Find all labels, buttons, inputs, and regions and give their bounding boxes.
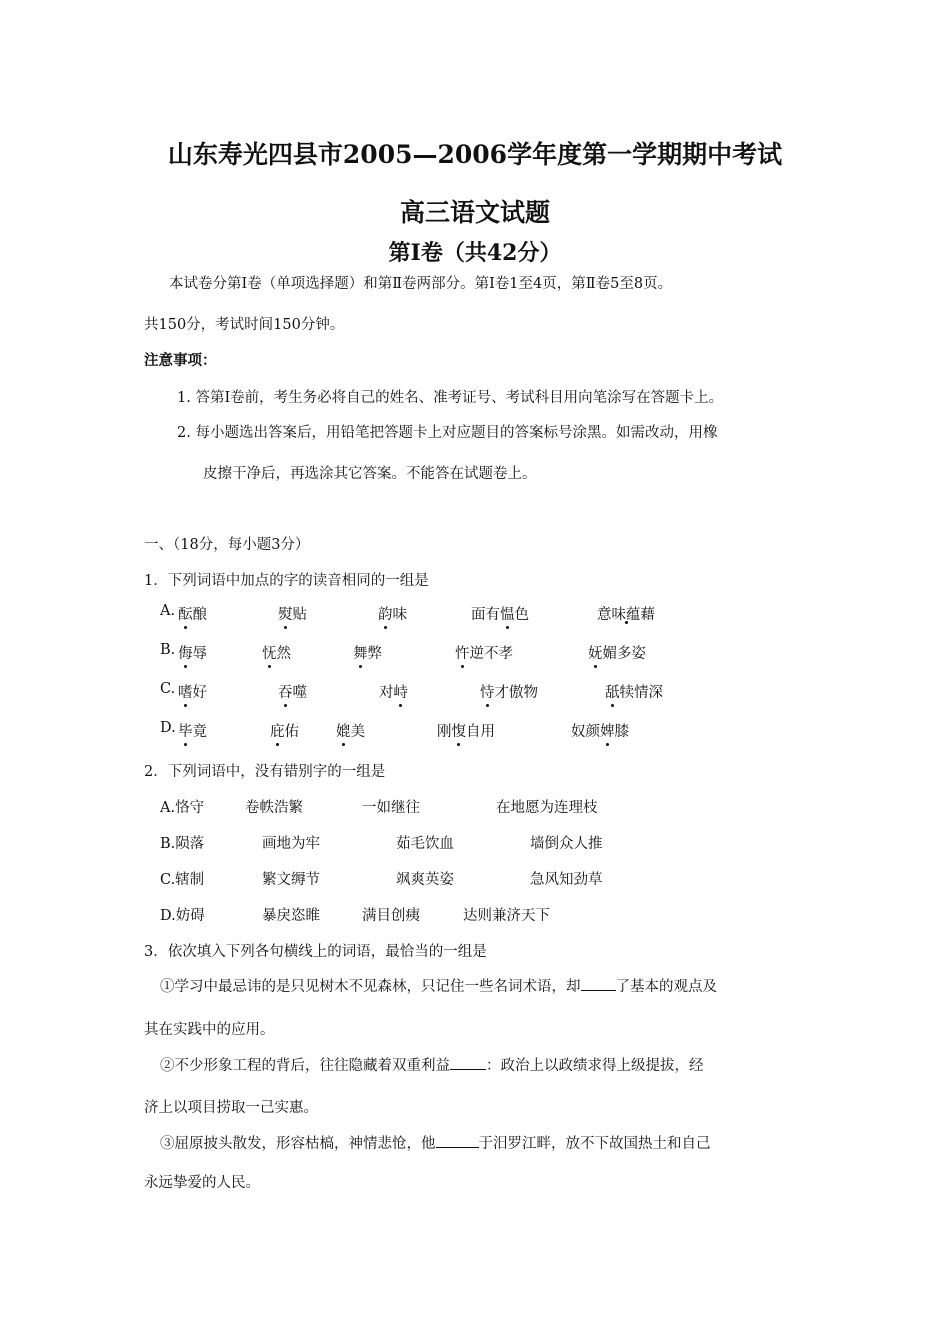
word: 急风知劲草 (530, 872, 603, 888)
exam-subtitle: 高三语文试题 (399, 198, 550, 227)
notice-item-2: 2. 每小题选出答案后，用铅笔把答题卡上对应题目的答案标号涂黑。如需改动，用橡 (177, 425, 718, 441)
word: 画地为牢 (262, 836, 320, 852)
word: 对峙 (379, 681, 408, 702)
option-label: B. (160, 642, 176, 658)
word: 庇佑 (270, 720, 299, 741)
word: 暴戾恣睢 (262, 908, 320, 924)
notice-item-2-cont: 皮擦干净后，再选涂其它答案。不能答在试题卷上。 (203, 466, 537, 482)
answer-blank (436, 1133, 479, 1148)
q3-sentence-2: ②不少形象工程的背后，往往隐藏着双重利益 ：政治上以政绩求得上级提拔，经 (160, 1054, 704, 1075)
word: 怃然 (262, 642, 291, 663)
word: 韵味 (378, 603, 407, 624)
volume-heading: 第Ⅰ卷（共42分） (388, 240, 562, 266)
word: 酝酿 (178, 603, 207, 624)
word: 刚愎自用 (437, 720, 495, 741)
word: A.恪守 (160, 800, 205, 816)
option-label: C. (160, 681, 176, 697)
option-label: A. (160, 603, 176, 619)
word: 达则兼济天下 (463, 908, 550, 924)
q3-sentence-3-cont: 永远挚爱的人民。 (144, 1175, 260, 1191)
word: 在地愿为连理枝 (496, 800, 598, 816)
word: 墙倒众人推 (530, 836, 603, 852)
word: 繁文缛节 (262, 872, 320, 888)
word: 卷帙浩繁 (245, 800, 303, 816)
word: 意味蕴藉 (597, 607, 655, 623)
q3-sentence-3: ③屈原披头散发，形容枯槁，神情悲怆，他 于汨罗江畔，放不下故国热土和自己 (160, 1132, 711, 1153)
notice-item-1: 1. 答第Ⅰ卷前，考生务必将自己的姓名、准考证号、考试科目用向笔涂写在答题卡上。 (177, 390, 724, 406)
question-3-stem: 3．依次填入下列各句横线上的词语，最恰当的一组是 (144, 944, 487, 960)
word: 恃才傲物 (480, 681, 538, 702)
answer-blank (581, 976, 616, 991)
notice-heading: 注意事项： (144, 352, 217, 369)
exam-title: 山东寿光四县市2005—2006学年度第一学期期中考试 (167, 140, 783, 169)
word: 面有愠色 (471, 603, 529, 624)
word: 茹毛饮血 (396, 836, 454, 852)
word: B.陨落 (160, 836, 205, 852)
word: 奴颜婢膝 (571, 720, 629, 741)
word: 吞噬 (278, 681, 307, 702)
word: 舐犊情深 (605, 681, 663, 702)
intro-line-2: 共150分，考试时间150分钟。 (144, 317, 345, 333)
word: 飒爽英姿 (396, 872, 454, 888)
word: C.辖制 (160, 872, 205, 888)
word: 一如继往 (362, 800, 420, 816)
word: 满目创痍 (362, 908, 420, 924)
word: 嗜好 (178, 681, 207, 702)
intro-line-1: 本试卷分第Ⅰ卷（单项选择题）和第Ⅱ卷两部分。第Ⅰ卷1至4页，第Ⅱ卷5至8页。 (169, 276, 673, 292)
q3-sentence-2-cont: 济上以项目捞取一己实惠。 (144, 1100, 318, 1116)
word: 舞弊 (353, 642, 382, 663)
word: 熨贴 (278, 603, 307, 624)
answer-blank (450, 1055, 486, 1070)
word: D.妨碍 (160, 908, 205, 924)
word: 毕竟 (178, 720, 207, 741)
section-heading: 一、（18分，每小题3分） (144, 537, 310, 553)
question-1-stem: 1．下列词语中加点的字的读音相同的一组是 (144, 573, 429, 589)
q3-sentence-1: ①学习中最忌讳的是只见树木不见森林，只记住一些名词术语，却 了基本的观点及 (160, 975, 717, 996)
word: 媲美 (336, 720, 365, 741)
word: 忤逆不孝 (455, 642, 513, 663)
word: 妩媚多姿 (588, 642, 646, 663)
option-label: D. (160, 720, 176, 736)
question-2-stem: 2．下列词语中，没有错别字的一组是 (144, 764, 386, 780)
q3-sentence-1-cont: 其在实践中的应用。 (144, 1022, 275, 1038)
word: 侮辱 (178, 642, 207, 663)
